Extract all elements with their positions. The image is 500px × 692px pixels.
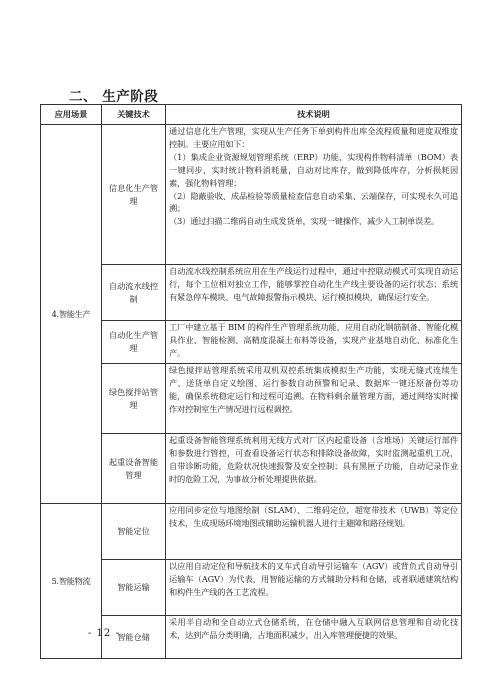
table-row [41, 321, 462, 364]
tech-cell: 智能定位 [102, 504, 166, 560]
desc-cell: 起重设备智能管理系统利用无线方式对厂区内起重设备（含堆场）关键运行部件和参数进行管控，可查看设备运行状态和排除设备故障，实时监测起重机工况，自带诊断功能，危险状况快速报警及安全控制；具有黑匣子功能，自动记录作业时的危险工况，为事故分析处理提供依据。 [166, 434, 462, 504]
section-title: 二、 生产阶段 [69, 89, 159, 105]
technology-table [40, 104, 462, 659]
tech-cell: 信息化生产管理 [102, 125, 166, 265]
header-scene: 应用场景 [41, 105, 102, 125]
desc-cell: 采用半自动和全自动立式仓储系统，在仓储中融入互联网信息管理和自动化技术，达到产品分类明确，占地面积减少，出入库管理便捷的效果。 [166, 616, 462, 659]
tech-cell: 自动化生产管理 [102, 321, 166, 364]
tech-cell: 智能运输 [102, 560, 166, 616]
scene-smart-production: 4.智能生产 [41, 125, 102, 504]
table-row [41, 265, 462, 321]
header-key-tech: 关键技术 [102, 105, 166, 125]
desc-item-1: （1）集成企业资源规划管理系统（ERP）功能，实现构件物料清单（BOM）表一键同步，实时统计物料消耗量，自动对比库存，做到降低库存，分析损耗因素，强化物料管理； [169, 151, 458, 188]
page-number: - 12 - [88, 628, 120, 639]
table-row [41, 504, 462, 560]
table-row [41, 560, 462, 616]
table-row [41, 125, 462, 265]
desc-cell: 应用同步定位与地图绘制（SLAM）、二维码定位，超宽带技术（UWB）等定位技术，生成现场环境地图或辅助运输机器人进行主避障和路径规划。 [166, 504, 462, 560]
desc-cell: 工厂中建立基于 BIM 的构件生产管理系统功能，应用自动化钢筋制备、智能化模具作业、智能检测、高精度混凝土布料等设备，实现产业基地自动化、标准化生产。 [166, 321, 462, 364]
desc-item-2: （2）隐蔽验收、成品检验等质量检查信息自动采集、云端保存，可实现永久可追溯； [169, 190, 458, 214]
desc-cell: 以应用自动定位和导航技术的叉车式自动导引运输车（AGV）或背负式自动导引运输车（AGV）为代表，用智能运输的方式辅助分料和仓储，或者联通建筑结构和构件生产线的各工艺流程。 [166, 560, 462, 616]
table-row [41, 364, 462, 434]
table-header-row [41, 105, 462, 125]
scene-smart-logistics: 5.智能物流 [41, 504, 102, 659]
tech-cell: 自动流水线控制 [102, 265, 166, 321]
header-description: 技术说明 [166, 105, 462, 125]
tech-cell: 智能仓储 [102, 616, 166, 659]
desc-cell [166, 125, 462, 265]
desc-cell: 绿色搅拌站管理系统采用双机双控系统集成模拟生产功能，实现无缝式连续生产、送货单自定义绘图、运行参数自动预警和记录、数据库一键还原备份等功能，确保系统稳定运行和过程可追溯。在物料剩余量管理方面，通过网络实时操作对控制室生产情况进行远程调控。 [166, 364, 462, 434]
tech-cell: 起重设备智能管理 [102, 434, 166, 504]
table-row [41, 434, 462, 504]
tech-cell: 绿色搅拌站管理 [102, 364, 166, 434]
desc-intro: 通过信息化生产管理，实现从生产任务下单到构件出库全流程质量和进度双维度控制。主要应用如下： [169, 126, 458, 149]
desc-item-3: （3）通过扫描二维码自动生成发货单，实现一键操作，减少人工制单误差。 [169, 216, 440, 227]
desc-cell: 自动流水线控制系统应用在生产线运行过程中，通过中控联动模式可实现自动运行，每个工位相对独立工作，能够掌控自动化生产线主要设备的运行状态；系统有紧急停车模块、电气故障报警指示模块、运行模拟模块，确保运行安全。 [166, 265, 462, 321]
